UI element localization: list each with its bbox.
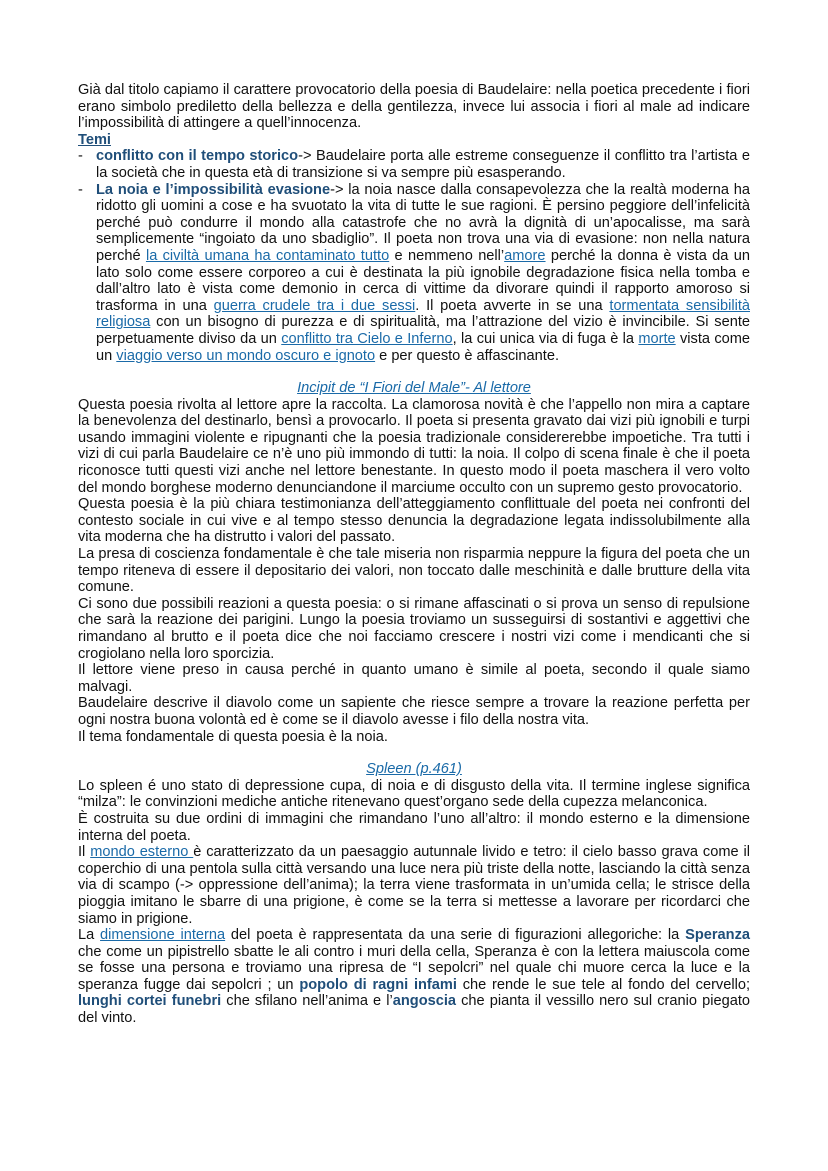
link-morte[interactable]: morte (638, 330, 676, 347)
theme-boredom-heading: La noia e l’impossibilità evasione (96, 181, 331, 198)
spleen-text: che rende le sue tele al fondo del cervello; (456, 976, 750, 993)
document-page (78, 82, 750, 1027)
link-guerra-sessi[interactable]: guerra crudele tra i due sessi (213, 297, 416, 314)
link-dimensione-interna[interactable]: dimensione interna (100, 927, 226, 944)
incipit-paragraph-4: Ci sono due possibili reazioni a questa poesia: o si rimane affascinati o si prova un senso di repulsione che sarà la reazione dei parigini. Lungo la poesia troviamo un susseguirsi di sostantivi e aggettivi che rimandano al brutto e il poeta dice che noi facciamo crescere i nostri vizi come i mendicanti che si crogiolano nella loro sporcizia. (78, 595, 750, 662)
highlight-cortei: lunghi cortei funebri (78, 993, 222, 1010)
spleen-text: che sfilano nell’anima e l’ (221, 993, 393, 1010)
intro-paragraph: Già dal titolo capiamo il carattere provocatorio della poesia di Baudelaire: nella poetica precedente i fiori erano simbolo prediletto della bellezza e della gentilezza, invece lui associa i fiori al male ad indicare l’impossibilità di attingere a quell’innocenza. (78, 82, 750, 132)
spleen-paragraph-1: Lo spleen é uno stato di depressione cupa, di noia e di disgusto della vita. Il termine inglese significa “milza”: le convinzioni mediche antiche ritenevano quest’organo sede della cupezza melanconica. (78, 777, 750, 811)
theme-item-time (78, 148, 750, 181)
spleen-paragraph-4 (78, 927, 750, 1027)
spleen-text: La (78, 927, 101, 944)
theme-boredom-text: vista come un (96, 330, 751, 364)
spacer (78, 364, 750, 380)
bullet-dash: - (78, 148, 83, 165)
spleen-text: è caratterizzato da un paesaggio autunnale livido e tetro: il cielo basso grava come il coperchio di una pentola sulla città versando una luce nera più triste della notte, lasciando la città senza via di scampo (-> oppressione dell’anima); la terra viene trasformata in un’umida cella; le strisce della pioggia imitano le sbarre di una prigione, è come se la terra si mettesse a lavorare per ricordarci che siamo in prigione. (78, 844, 750, 927)
theme-boredom-text: perché la donna è vista da un lato solo come essere corporeo a cui è destinata la più ignobile degradazione fisica nella tomba e dall’altro lato è vista come demonio in cerca di vittime da divorare quindi il rapporto amoroso si trasforma in una (96, 247, 750, 314)
spleen-text: che pianta il vessillo nero sul cranio piegato del vinto. (78, 993, 750, 1027)
theme-boredom-text: . Il poeta avverte in se una (415, 297, 610, 314)
theme-boredom-text: -> la noia nasce dalla consapevolezza che la realtà moderna ha ridotto gli uomini a cose e ha svuotato la vita di tutte le sue ragioni. È persino peggiore dell’infelicità perché può condurre il mondo alla catastrofe che no avrà la dignità di un’apocalisse, ma sarà semplicemente “ingoiato da uno sbadiglio”. Il poeta non trova una via di evasione: non nella natura perché (96, 181, 750, 264)
spacer (78, 745, 750, 761)
highlight-ragni: popolo di ragni infami (299, 976, 457, 993)
themes-list (78, 148, 750, 364)
incipit-heading-link[interactable]: Incipit de “I Fiori del Male”- Al lettore (297, 380, 531, 397)
spleen-text: del poeta è rappresentata da una serie di figurazioni allegoriche: la (225, 927, 686, 944)
theme-boredom-text: e nemmeno nell’ (389, 247, 505, 264)
highlight-speranza: Speranza (685, 927, 750, 944)
incipit-paragraph-5: Il lettore viene preso in causa perché in quanto umano è simile al poeta, secondo il quale siamo malvagi. (78, 662, 750, 695)
themes-heading: Temi (78, 131, 111, 148)
bullet-dash: - (78, 181, 83, 198)
incipit-heading-row (78, 380, 750, 397)
incipit-paragraph-6: Baudelaire descrive il diavolo come un sapiente che riesce sempre a trovare la reazione perfetta per ogni nostra buona volontà ed è come se il diavolo avesse i filo della nostra vita. (78, 695, 750, 728)
link-sensibilita-religiosa[interactable]: tormentata sensibilità religiosa (96, 297, 750, 331)
spleen-heading-link[interactable]: Spleen (p.461) (366, 761, 462, 778)
spleen-paragraph-2: È costruita su due ordini di immagini che rimandano l’uno all’altro: il mondo esterno e la dimensione interna del poeta. (78, 810, 750, 844)
link-mondo-esterno[interactable]: mondo esterno (90, 844, 194, 861)
spleen-heading-row (78, 761, 750, 778)
incipit-paragraph-2: Questa poesia è la più chiara testimonianza dell’atteggiamento conflittuale del poeta nei confronti del contesto sociale in cui vive e al tempo stesso denuncia la degradazione legata indissolubilmente alla vita moderna che ha distrutto i valori del passato. (78, 496, 750, 546)
link-civilta[interactable]: la civiltà umana ha contaminato tutto (145, 247, 390, 264)
link-amore[interactable]: amore (504, 247, 546, 264)
highlight-angoscia: angoscia (392, 993, 457, 1010)
theme-boredom-text: , la cui unica via di fuga è la (452, 330, 639, 347)
link-viaggio[interactable]: viaggio verso un mondo oscuro e ignoto (116, 347, 376, 364)
link-cielo-inferno[interactable]: conflitto tra Cielo e Inferno (281, 330, 453, 347)
spleen-text: Il (78, 844, 91, 861)
theme-boredom-text: con un bisogno di purezza e di spiritualità, ma l’attrazione del vizio è invincibile. Si sente perpetuamente diviso da un (96, 314, 750, 347)
incipit-paragraph-3: La presa di coscienza fondamentale è che tale miseria non risparmia neppure la figura del poeta che un tempo riteneva di essere il depositario dei valori, non toccato dalle meschinità e dalle brutture della vita comune. (78, 546, 750, 596)
spleen-paragraph-3 (78, 844, 750, 927)
spleen-text: che come un pipistrello sbatte le ali contro i muri della cella, Speranza è con la lettera maiuscola come se fosse una persona e troviamo una ripresa de “I sepolcri” nel quale chi muore cerca la luce e la speranza fugge dai sepolcri ; un (78, 943, 750, 993)
incipit-paragraph-7: Il tema fondamentale di questa poesia è la noia. (78, 728, 388, 745)
theme-time-text: -> Baudelaire porta alle estreme conseguenze il conflitto tra l’artista e la società che in questa età di transizione si va sempre più esasperando. (96, 148, 750, 181)
theme-boredom-text: e per questo è affascinante. (375, 347, 559, 364)
theme-time-heading: conflitto con il tempo storico (96, 148, 299, 165)
incipit-paragraph-1: Questa poesia rivolta al lettore apre la raccolta. La clamorosa novità è che l’appello non mira a captare la benevolenza del destinarlo, bensì a provocarlo. Il poeta si presenta gravato dai vizi più ignobili e turpi usando immagini violente e ripugnanti che la poesia tradizionale considererebbe impoetiche. Tra tutti i vizi di cui parla Baudelaire ce n’è uno più immondo di tutti: la noia. Il colpo di scena finale è che il poeta riconosce tutti questi vizi anche nel lettore benestante. In questo modo il poeta maschera il vero volto del mondo borghese moderno denunciandone il marciume occulto con un supremo gesto provocatorio. (78, 396, 750, 496)
theme-item-boredom (78, 182, 750, 365)
